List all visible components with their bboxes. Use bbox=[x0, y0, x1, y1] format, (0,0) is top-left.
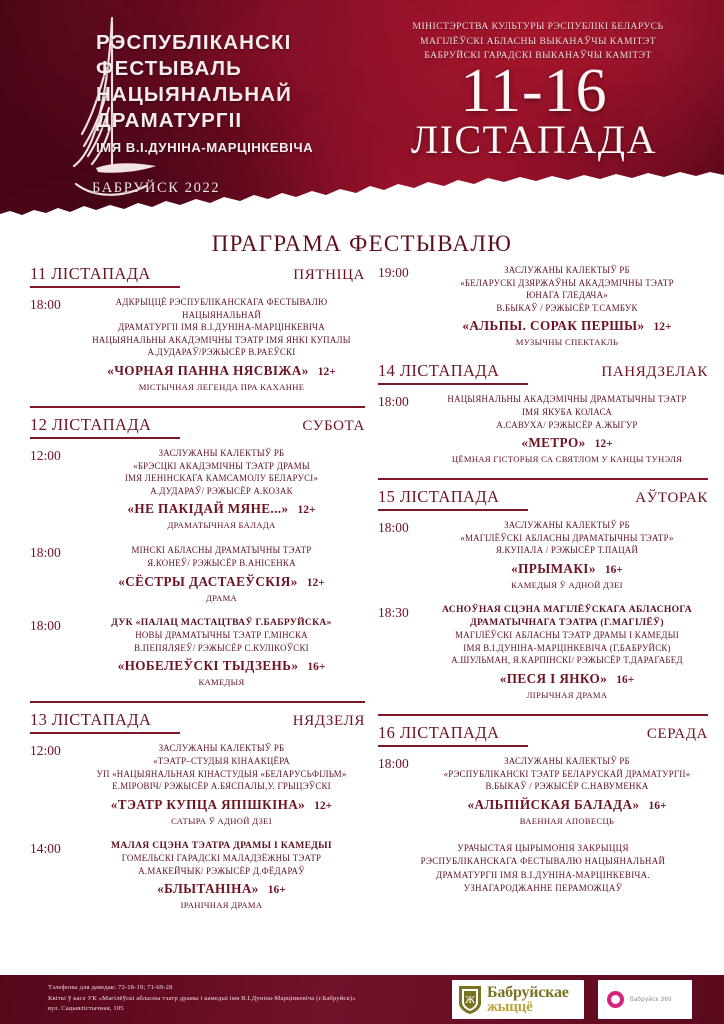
day-underline-rule bbox=[30, 437, 180, 439]
event-genre: ВАЕННАЯ АПОВЕСЦЬ bbox=[519, 815, 615, 826]
day-underline-rule bbox=[30, 286, 180, 288]
event-genre: ЛІРЫЧНАЯ ДРАМА bbox=[526, 689, 608, 700]
event-credit-line: АДКРЫЦЦЁ РЭСПУБЛІКАНСКАГА ФЕСТЫВАЛЮ НАЦЫЯНАЛЬНАЙ bbox=[115, 297, 328, 320]
shield-icon bbox=[457, 984, 483, 1015]
event-genre: МІСТЫЧНАЯ ЛЕГЕНДА ПРА КАХАННЕ bbox=[138, 381, 305, 392]
day-of-week: НЯДЗЕЛЯ bbox=[292, 713, 365, 730]
event-credit-line: А.ДУДАРАЎ/ РЭЖЫСЁР А.КОЗАК bbox=[150, 485, 293, 496]
day-date: 14 ЛІСТАПАДА bbox=[378, 361, 500, 381]
event-credit-line: ЗАСЛУЖАНЫ КАЛЕКТЫЎ РБ bbox=[158, 447, 285, 458]
svg-text:Ж: Ж bbox=[465, 994, 475, 1006]
event-time: 18:00 bbox=[378, 394, 409, 410]
event-credit-line: А.МАКЕЙЧЫК/ РЭЖЫСЁР Д.ФЁДАРАЎ bbox=[138, 865, 305, 876]
event-credit-line: ЗАСЛУЖАНЫ КАЛЕКТЫЎ РБ bbox=[504, 520, 630, 531]
event-credit-line: ЮНАГА ГЛЕДАЧА» bbox=[526, 290, 608, 301]
play-title bbox=[426, 671, 708, 687]
event-entry bbox=[30, 544, 365, 602]
closing-ceremony-line: ДРАМАТУРГІІ ІМЯ В.І.ДУНІНА-МАРЦІНКЕВІЧА. bbox=[436, 869, 650, 880]
event-credit-line: НАЦЫЯНАЛЬНЫ АКАДЭМІЧНЫ ТЭАТР ІМЯ ЯНКІ КУПАЛЫ bbox=[92, 334, 351, 345]
organizer-line-2: МАГІЛЁЎСКІ АБЛАСНЫ ВЫКАНАЎЧЫ КАМІТЭТ bbox=[419, 35, 657, 47]
play-title-text: «АЛЬПЫ. СОРАК ПЕРШЫ» bbox=[462, 318, 645, 334]
festival-title bbox=[96, 30, 313, 155]
event-credit-line: В.БЫКАЎ / РЭЖЫСЁР Т.САМБУК bbox=[496, 302, 638, 313]
play-title bbox=[78, 881, 365, 897]
play-title-text: «СЁСТРЫ ДАСТАЕЎСКІЯ» bbox=[118, 573, 298, 589]
play-title bbox=[426, 797, 708, 813]
event-entry bbox=[378, 604, 708, 700]
play-title bbox=[78, 574, 365, 590]
event-time: 19:00 bbox=[378, 265, 409, 280]
day-underline-rule bbox=[378, 509, 528, 511]
sponsor-logo-line-1: Бабруйскае bbox=[487, 983, 569, 1001]
day-separator-rule bbox=[30, 701, 365, 703]
event-credit-line: МАЛАЯ СЦЭНА ТЭАТРА ДРАМЫ І КАМЕДЫІ bbox=[111, 839, 332, 851]
age-rating-badge: 12+ bbox=[297, 504, 316, 517]
play-title-text: «НОБЕЛЕЎСКІ ТЫДЗЕНЬ» bbox=[117, 658, 299, 674]
event-credit-line: «РЭСПУБЛІКАНСКІ ТЭАТР БЕЛАРУСКАЙ ДРАМАТУРГІІ» bbox=[443, 768, 691, 779]
closing-ceremony-line: УЗНАГАРОДЖАННЕ ПЕРАМОЖЦАЎ bbox=[463, 882, 623, 893]
age-rating-badge: 12+ bbox=[306, 576, 325, 589]
event-credit-line: А.САВУХА/ РЭЖЫСЁР А.ЖЫГУР bbox=[496, 419, 638, 430]
event-time: 18:00 bbox=[30, 617, 61, 633]
organizer-line-1: МІНІСТЭРСТВА КУЛЬТУРЫ РЭСПУБЛІКІ БЕЛАРУСЬ bbox=[412, 21, 664, 32]
event-credit-line: ЗАСЛУЖАНЫ КАЛЕКТЫЎ РБ bbox=[158, 743, 285, 754]
event-genre: ДРАМАТЫЧНАЯ БАЛАДА bbox=[167, 520, 276, 531]
event-details bbox=[78, 544, 365, 602]
play-title-text: «БЛЫТАНІНА» bbox=[157, 881, 259, 897]
event-time: 18:00 bbox=[30, 297, 61, 312]
play-title-text: «ПРЫМАКІ» bbox=[511, 560, 596, 576]
event-credit-line: НАЦЫЯНАЛЬНЫ АКАДЭМІЧНЫ ДРАМАТЫЧНЫ ТЭАТР bbox=[447, 394, 687, 405]
play-title bbox=[78, 501, 365, 517]
sponsor-logo-360-text: бабруйск 360 bbox=[630, 996, 672, 1003]
event-credit-line: А.ШУЛЬМАН, Я.КАРПІНСКІ/ РЭЖЫСЁР Т.ДАРАГАБЕД bbox=[451, 655, 683, 666]
play-title-text: «ЧОРНАЯ ПАННА НЯСВІЖА» bbox=[107, 362, 309, 378]
day-of-week: СУБОТА bbox=[302, 417, 365, 434]
event-entry bbox=[30, 617, 365, 688]
age-rating-badge: 16+ bbox=[616, 673, 635, 686]
event-entry bbox=[378, 755, 708, 826]
event-credit-line: ІМЯ В.І.ДУНІНА-МАРЦІНКЕВІЧА (Г.БАБРУЙСК) bbox=[463, 642, 671, 653]
event-time: 12:00 bbox=[30, 447, 61, 463]
date-range: 11-16 bbox=[460, 57, 608, 125]
event-credit-line: В.БЫКАЎ / РЭЖЫСЁР С.НАВУМЕНКА bbox=[485, 781, 649, 792]
festival-subtitle: ІМЯ В.І.ДУНІНА-МАРЦІНКЕВІЧА bbox=[96, 140, 314, 155]
play-title bbox=[78, 658, 365, 674]
age-rating-badge: 12+ bbox=[653, 321, 672, 334]
play-title bbox=[426, 561, 708, 577]
event-genre: ЦЁМНАЯ ГІСТОРЫЯ СА СВЯТЛОМ У КАНЦЫ ТУНЭЛЯ bbox=[451, 454, 683, 465]
event-entry bbox=[378, 393, 708, 464]
sponsor-logo-line-2: жыццё bbox=[487, 998, 533, 1015]
age-rating-badge: 16+ bbox=[604, 563, 623, 576]
day-date: 13 ЛІСТАПАДА bbox=[30, 710, 152, 730]
event-credit-line: «БЕЛАРУСКІ ДЗЯРЖАЎНЫ АКАДЭМІЧНЫ ТЭАТР bbox=[460, 277, 674, 288]
event-details bbox=[78, 840, 365, 911]
event-credit-line: «МАГІЛЁЎСКІ АБЛАСНЫ ДРАМАТЫЧНЫ ТЭАТР» bbox=[460, 532, 674, 543]
event-details bbox=[78, 617, 365, 688]
event-time: 18:00 bbox=[378, 520, 409, 536]
play-title-text: «ТЭАТР КУПЦА ЯПІШКІНА» bbox=[110, 796, 306, 812]
closing-ceremony-line: РЭСПУБЛІКАНСКАГА ФЕСТЫВАЛЮ НАЦЫЯНАЛЬНАЙ bbox=[420, 856, 666, 867]
event-credit-line: А.ДУДАРАЎ/РЭЖЫСЁР В.РАЕЎСКІ bbox=[147, 347, 296, 358]
day-separator-rule bbox=[378, 714, 708, 716]
event-details bbox=[426, 393, 708, 464]
play-title bbox=[78, 363, 365, 379]
event-genre: ІРАНІЧНАЯ ДРАМА bbox=[180, 900, 263, 911]
event-details bbox=[426, 604, 708, 700]
play-title-text: «АЛЬПІЙСКАЯ БАЛАДА» bbox=[467, 796, 640, 812]
event-credit-line: В.ПЕПЯЛЯЕЎ/ РЭЖЫСЁР С.КУЛІКОЎСКІ bbox=[134, 642, 309, 653]
event-time: 12:00 bbox=[30, 743, 61, 759]
age-rating-badge: 16+ bbox=[307, 661, 326, 674]
event-credit-line: Я.КОНЕЎ/ РЭЖЫСЁР В.АНІСЕНКА bbox=[147, 557, 296, 568]
day-separator-rule bbox=[378, 478, 708, 480]
event-credit-line: ДРАМАТЫЧНАГА ТЭАТРА (Г.МАГІЛЁЎ) bbox=[470, 616, 664, 628]
event-details bbox=[426, 519, 708, 590]
event-credit-line: ІМЯ ЛЕНІНСКАГА КАМСАМОЛУ БЕЛАРУСІ» bbox=[124, 473, 319, 484]
day-separator-rule bbox=[30, 406, 365, 408]
age-rating-badge: 12+ bbox=[317, 365, 336, 378]
page-title: ПРАГРАМА ФЕСТЫВАЛЮ bbox=[211, 231, 513, 256]
event-genre: КАМЕДЫЯ Ў АДНОЙ ДЗЕІ bbox=[511, 579, 623, 590]
event-time: 18:00 bbox=[378, 755, 409, 771]
play-title bbox=[78, 797, 365, 813]
event-genre: ДРАМА bbox=[205, 592, 238, 603]
sponsor-logo-text bbox=[487, 983, 569, 1015]
footer-contact-info bbox=[48, 983, 356, 1015]
event-entry bbox=[30, 296, 365, 392]
event-credit-line: ДРАМАТУРГІІ ІМЯ В.І.ДУНІНА-МАРЦІНКЕВІЧА bbox=[118, 322, 325, 333]
day-header bbox=[378, 361, 708, 384]
event-credit-line: Е.МІРОВІЧ/ РЭЖЫСЁР А.БЯСПАЛЫ,У. ГРЫЦЭЎСКІ bbox=[112, 781, 331, 792]
event-details bbox=[78, 447, 365, 530]
day-underline-rule bbox=[378, 745, 528, 747]
event-credit-line: НОВЫ ДРАМАТЫЧНЫ ТЭАТР Г.МІНСКА bbox=[135, 630, 308, 641]
event-genre: КАМЕДЫЯ bbox=[198, 677, 245, 688]
festival-dates bbox=[384, 57, 684, 162]
title-line-4: ДРАМАТУРГІІ bbox=[96, 109, 243, 132]
event-details bbox=[426, 755, 708, 826]
age-rating-badge: 16+ bbox=[648, 799, 667, 812]
event-time: 14:00 bbox=[30, 840, 61, 856]
day-header bbox=[378, 487, 708, 510]
event-time: 18:00 bbox=[30, 545, 61, 561]
event-entry bbox=[30, 742, 365, 825]
title-line-2: ФЕСТЫВАЛЬ bbox=[96, 57, 242, 80]
title-line-3: НАЦЫЯНАЛЬНАЙ bbox=[96, 83, 292, 106]
event-credit-line: «БРЭСЦКІ АКАДЭМІЧНЫ ТЭАТР ДРАМЫ bbox=[133, 460, 310, 471]
play-title bbox=[426, 435, 708, 451]
event-details bbox=[78, 742, 365, 825]
day-date: 12 ЛІСТАПАДА bbox=[30, 414, 152, 434]
day-date: 11 ЛІСТАПАДА bbox=[30, 264, 151, 283]
day-date: 16 ЛІСТАПАДА bbox=[378, 722, 500, 742]
day-of-week: ПАНЯДЗЕЛАК bbox=[601, 364, 708, 381]
play-title-text: «НЕ ПАКІДАЙ МЯНЕ...» bbox=[127, 501, 289, 517]
day-of-week: АЎТОРАК bbox=[635, 490, 708, 507]
event-credit-line: ЗАСЛУЖАНЫ КАЛЕКТЫЎ РБ bbox=[504, 755, 630, 766]
age-rating-badge: 16+ bbox=[267, 884, 286, 897]
event-credit-line: ІМЯ ЯКУБА КОЛАСА bbox=[521, 406, 613, 417]
event-credit-line: Я.КУПАЛА / РЭЖЫСЁР Т.ПАЦАЙ bbox=[495, 545, 639, 556]
day-date: 15 ЛІСТАПАДА bbox=[378, 487, 500, 507]
date-month: ЛІСТАПАДА bbox=[411, 117, 657, 162]
event-details bbox=[426, 264, 708, 347]
closing-ceremony-line: УРАЧЫСТАЯ ЦЫРЫМОНІЯ ЗАКРЫЦЦЯ bbox=[457, 842, 629, 853]
event-credit-line: ЗАСЛУЖАНЫ КАЛЕКТЫЎ РБ bbox=[504, 265, 630, 275]
event-credit-line: МІНСКІ АБЛАСНЫ ДРАМАТЫЧНЫ ТЭАТР bbox=[131, 545, 312, 556]
poster-footer bbox=[0, 975, 724, 1024]
day-of-week: ПЯТНІЦА bbox=[293, 267, 365, 283]
day-header bbox=[30, 264, 365, 287]
day-underline-rule bbox=[30, 732, 180, 734]
event-credit-line: «ТЭАТР–СТУДЫЯ КІНААКЦЁРА bbox=[153, 755, 290, 766]
day-header bbox=[378, 723, 708, 746]
sponsor-logo-babruyskae-zhyccio[interactable] bbox=[452, 980, 584, 1019]
day-header bbox=[30, 710, 365, 733]
play-title bbox=[426, 318, 708, 334]
event-details bbox=[78, 296, 365, 392]
event-entry bbox=[378, 519, 708, 590]
age-rating-badge: 12+ bbox=[594, 438, 613, 451]
event-genre: САТЫРА Ў АДНОЙ ДЗЕІ bbox=[171, 815, 272, 826]
event-credit-line: АСНОЎНАЯ СЦЭНА МАГІЛЁЎСКАГА АБЛАСНОГА bbox=[442, 603, 692, 615]
closing-ceremony-block bbox=[378, 842, 708, 896]
organizer-line-3: БАБРУЙСКІ ГАРАДСКІ ВЫКАНАЎЧЫ КАМІТЭТ bbox=[424, 50, 652, 61]
sponsor-logo-babruysk-360[interactable] bbox=[598, 980, 692, 1019]
footer-line-2: Квіткі ў касе УК «Магілёўскі абласны тэатр драмы і камедыі імя В.І.Дуніна-Марцінкевіча (г.Бабруйск)» bbox=[48, 994, 356, 1002]
program-column-left bbox=[30, 264, 365, 924]
event-entry bbox=[30, 840, 365, 911]
day-underline-rule bbox=[378, 383, 528, 385]
age-rating-badge: 12+ bbox=[314, 799, 333, 812]
event-genre: МУЗЫЧНЫ СПЕКТАКЛЬ bbox=[515, 337, 619, 348]
play-title-text: «МЕТРО» bbox=[521, 435, 586, 451]
event-credit-line: ДУК «ПАЛАЦ МАСТАЦТВАЎ Г.БАБРУЙСКА» bbox=[111, 616, 332, 628]
footer-line-3: вул. Сацыялістычная, 105 bbox=[48, 1005, 124, 1013]
day-header bbox=[30, 415, 365, 438]
event-entry bbox=[30, 447, 365, 530]
event-time: 18:30 bbox=[378, 604, 409, 620]
title-line-1: РЭСПУБЛІКАНСКІ bbox=[96, 31, 292, 54]
circle-icon bbox=[607, 991, 624, 1008]
play-title-text: «ПЕСЯ І ЯНКО» bbox=[499, 670, 608, 686]
event-credit-line: МАГІЛЁЎСКІ АБЛАСНЫ ТЭАТР ДРАМЫ І КАМЕДЫІ bbox=[455, 630, 679, 641]
day-of-week: СЕРАДА bbox=[646, 725, 708, 742]
event-credit-line: ГОМЕЛЬСКІ ГАРАДСКІ МАЛАДЗЁЖНЫ ТЭАТР bbox=[121, 853, 322, 864]
torn-paper-divider bbox=[0, 170, 724, 232]
event-credit-line: УП «НАЦЫЯНАЛЬНАЯ КІНАСТУДЫЯ «БЕЛАРУСЬФІЛЬМ» bbox=[96, 768, 347, 779]
program-column-right bbox=[378, 264, 708, 895]
city-year-label: БАБРУЙСК 2022 bbox=[92, 180, 221, 196]
footer-line-1: Тэлефоны для даведак: 72-18-19; 71-69-28 bbox=[48, 984, 173, 991]
event-entry bbox=[378, 264, 708, 347]
